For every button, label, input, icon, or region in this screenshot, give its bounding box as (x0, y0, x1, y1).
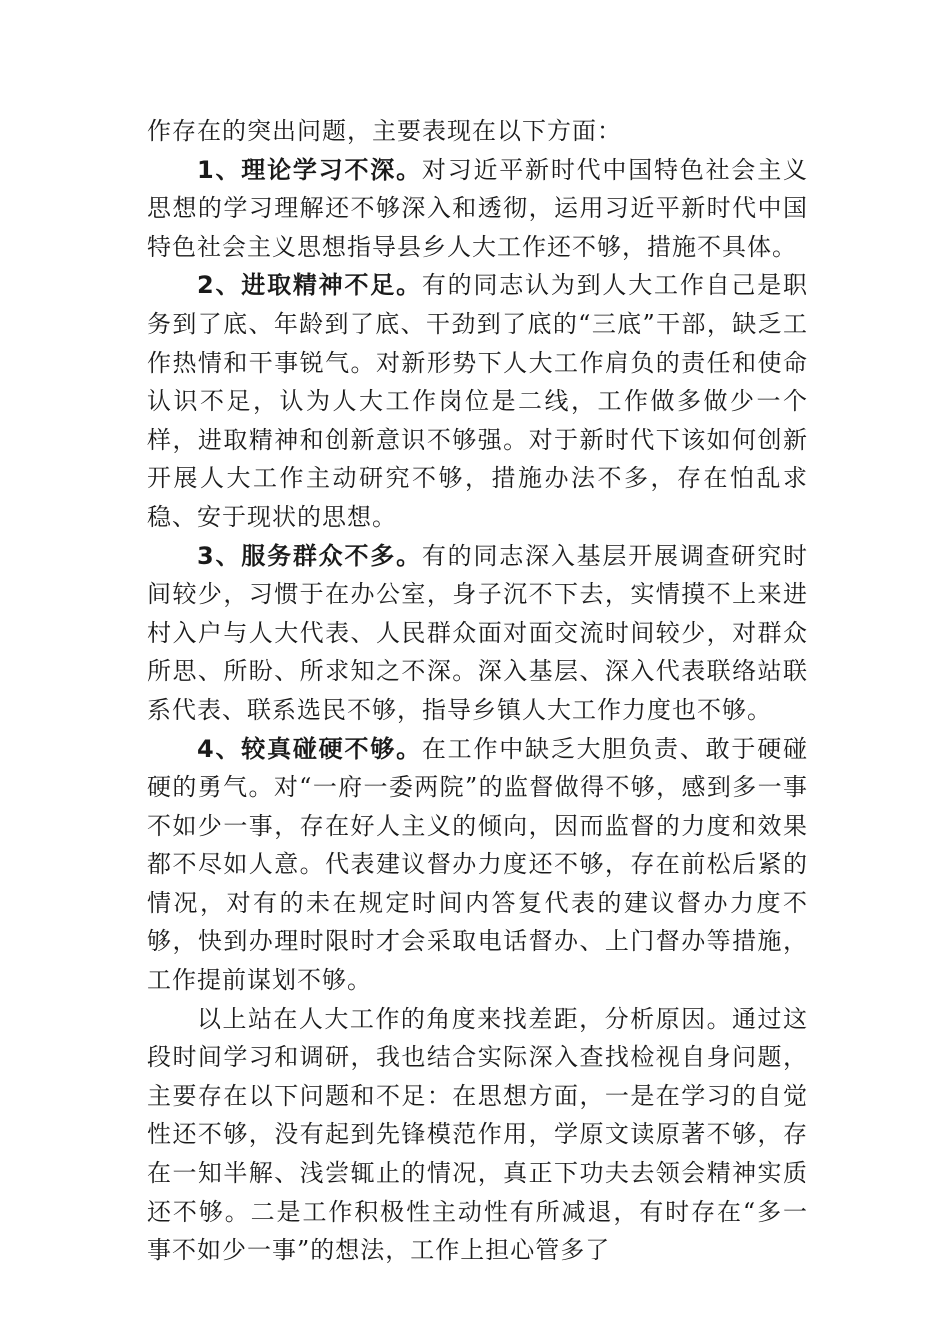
document-body (147, 112, 808, 1270)
paragraph-intro (147, 112, 808, 151)
paragraph-text: 有的同志认为到人大工作自己是职务到了底、年龄到了底、干劲到了底的“三底”干部，缺乏工作热情和干事锐气。对新形势下人大工作肩负的责任和使命认识不足，认为人大工作岗位是二线，工作做多做少一个样，进取精神和创新意识不够强。对于新时代下该如何创新开展人大工作主动研究不够，措施办法不多，存在怕乱求稳、安于现状的思想。 (147, 271, 808, 531)
paragraph-text: 对习近平新时代中国特色社会主义思想的学习理解还不够深入和透彻，运用习近平新时代中国特色社会主义思想指导县乡人大工作还不够，措施不具体。 (147, 155, 808, 261)
paragraph-item-3 (147, 537, 808, 730)
paragraph-summary (147, 1000, 808, 1270)
paragraph-text: 在工作中缺乏大胆负责、敢于硬碰硬的勇气。对“一府一委两院”的监督做得不够，感到多一事不如少一事，存在好人主义的倾向，因而监督的力度和效果都不尽如人意。代表建议督办力度还不够，存在前松后紧的情况，对有的未在规定时间内答复代表的建议督办力度不够，快到办理时限时才会采取电话督办、上门督办等措施，工作提前谋划不够。 (147, 734, 808, 995)
paragraph-text: 以上站在人大工作的角度来找差距，分析原因。通过这段时间学习和调研，我也结合实际深入查找检视自身问题，主要存在以下问题和不足：在思想方面，一是在学习的自觉性还不够，没有起到先锋模范作用，学原文读原著不够，存在一知半解、浅尝辄止的情况，真正下功夫去领会精神实质还不够。二是工作积极性主动性有所减退，有时存在“多一事不如少一事”的想法，工作上担心管多了 (147, 1004, 808, 1265)
paragraph-heading: 1、理论学习不深。 (197, 155, 422, 184)
paragraph-heading: 4、较真碰硬不够。 (197, 734, 422, 763)
paragraph-item-4 (147, 730, 808, 1000)
paragraph-item-1 (147, 151, 808, 267)
paragraph-text: 作存在的突出问题，主要表现在以下方面： (147, 117, 622, 145)
paragraph-heading: 3、服务群众不多。 (197, 541, 422, 570)
paragraph-item-2 (147, 266, 808, 536)
paragraph-heading: 2、进取精神不足。 (197, 271, 422, 300)
paragraph-text: 有的同志深入基层开展调查研究时间较少，习惯于在办公室，身子沉不下去，实情摸不上来进村入户与人大代表、人民群众面对面交流时间较少，对群众所思、所盼、所求知之不深。深入基层、深入代表联络站联系代表、联系选民不够，指导乡镇人大工作力度也不够。 (147, 541, 808, 724)
